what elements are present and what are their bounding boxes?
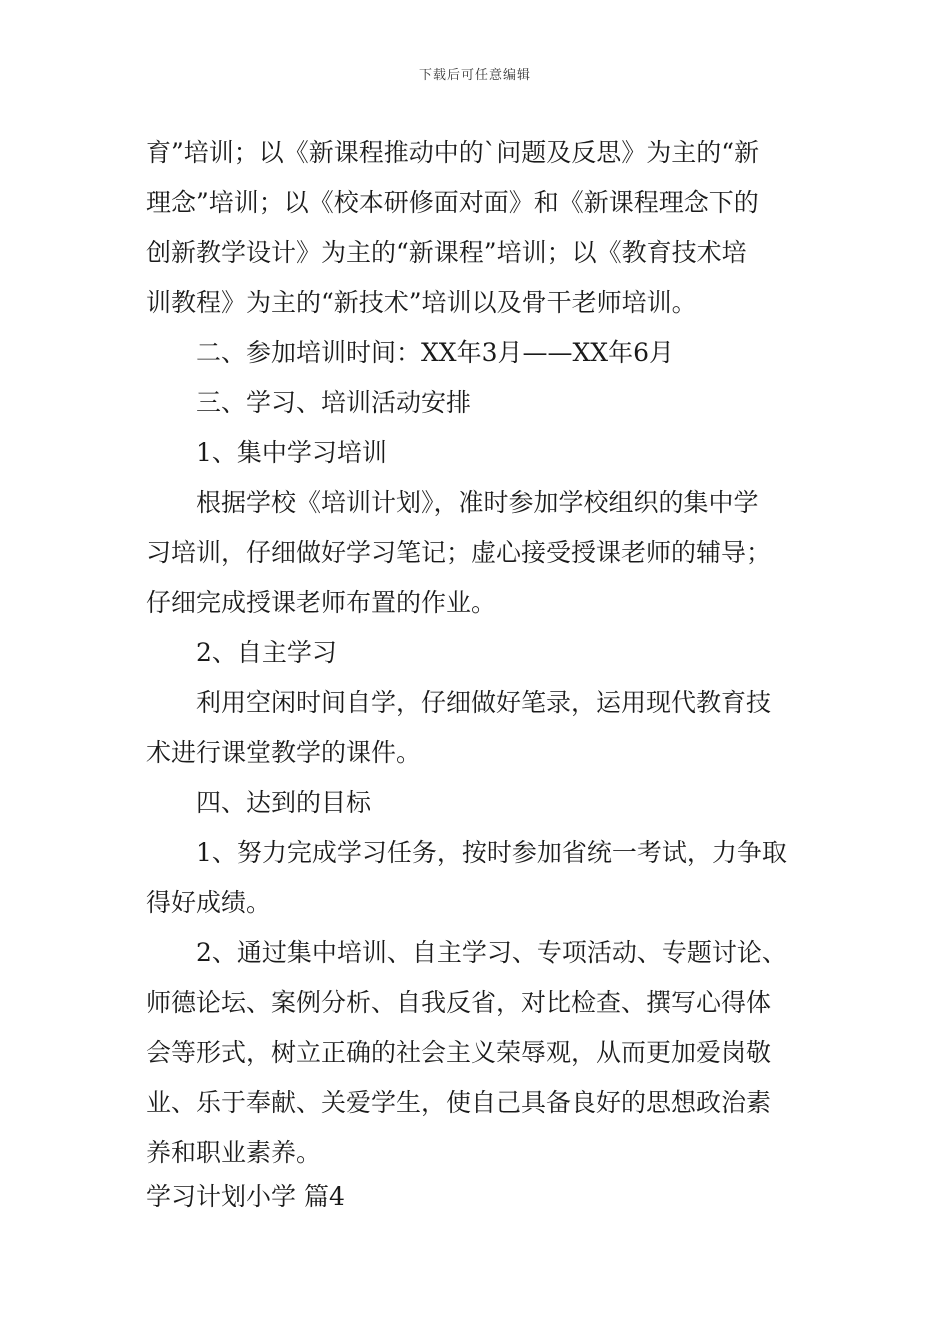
text-line: 创新教学设计》为主的“新课程”培训；以《教育技术培 — [146, 238, 747, 267]
text-line: 术进行课堂教学的课件。 — [146, 738, 422, 767]
text-line: 习培训，仔细做好学习笔记；虚心接受授课老师的辅导； — [146, 538, 772, 567]
text-line: 师德论坛、案例分析、自我反省，对比检查、撰写心得体 — [146, 988, 772, 1017]
text-line: 1、努力完成学习任务，按时参加省统一考试，力争取 — [196, 838, 787, 867]
text-line: 理念”培训；以《校本研修面对面》和《新课程理念下的 — [146, 188, 759, 217]
text-line: 根据学校《培训计划》，准时参加学校组织的集中学 — [196, 488, 759, 517]
text-line: 会等形式，树立正确的社会主义荣辱观，从而更加爱岗敬 — [146, 1038, 772, 1067]
section-heading: 四、达到的目标 — [196, 788, 372, 817]
text-line: 训教程》为主的“新技术”培训以及骨干老师培训。 — [146, 288, 697, 317]
text-line: 2、通过集中培训、自主学习、专项活动、专题讨论、 — [196, 938, 787, 967]
subsection-heading: 2、自主学习 — [196, 638, 337, 667]
document-body — [146, 128, 810, 1178]
text-line: 利用空闲时间自学，仔细做好笔录，运用现代教育技 — [196, 688, 772, 717]
section-heading: 二、参加培训时间：XX年3月——XX年6月 — [196, 338, 675, 367]
text-line: 养和职业素养。 — [146, 1138, 322, 1167]
text-line: 业、乐于奉献、关爱学生，使自己具备良好的思想政治素 — [146, 1088, 772, 1117]
next-section-title: 学习计划小学 篇4 — [146, 1182, 345, 1211]
text-line: 育”培训；以《新课程推动中的`问题及反思》为主的“新 — [146, 138, 760, 167]
subsection-heading: 1、集中学习培训 — [196, 438, 387, 467]
page-header: 下载后可任意编辑 — [418, 68, 531, 83]
section-heading: 三、学习、培训活动安排 — [196, 388, 472, 417]
text-line: 仔细完成授课老师布置的作业。 — [146, 588, 497, 617]
text-line: 得好成绩。 — [146, 888, 272, 917]
